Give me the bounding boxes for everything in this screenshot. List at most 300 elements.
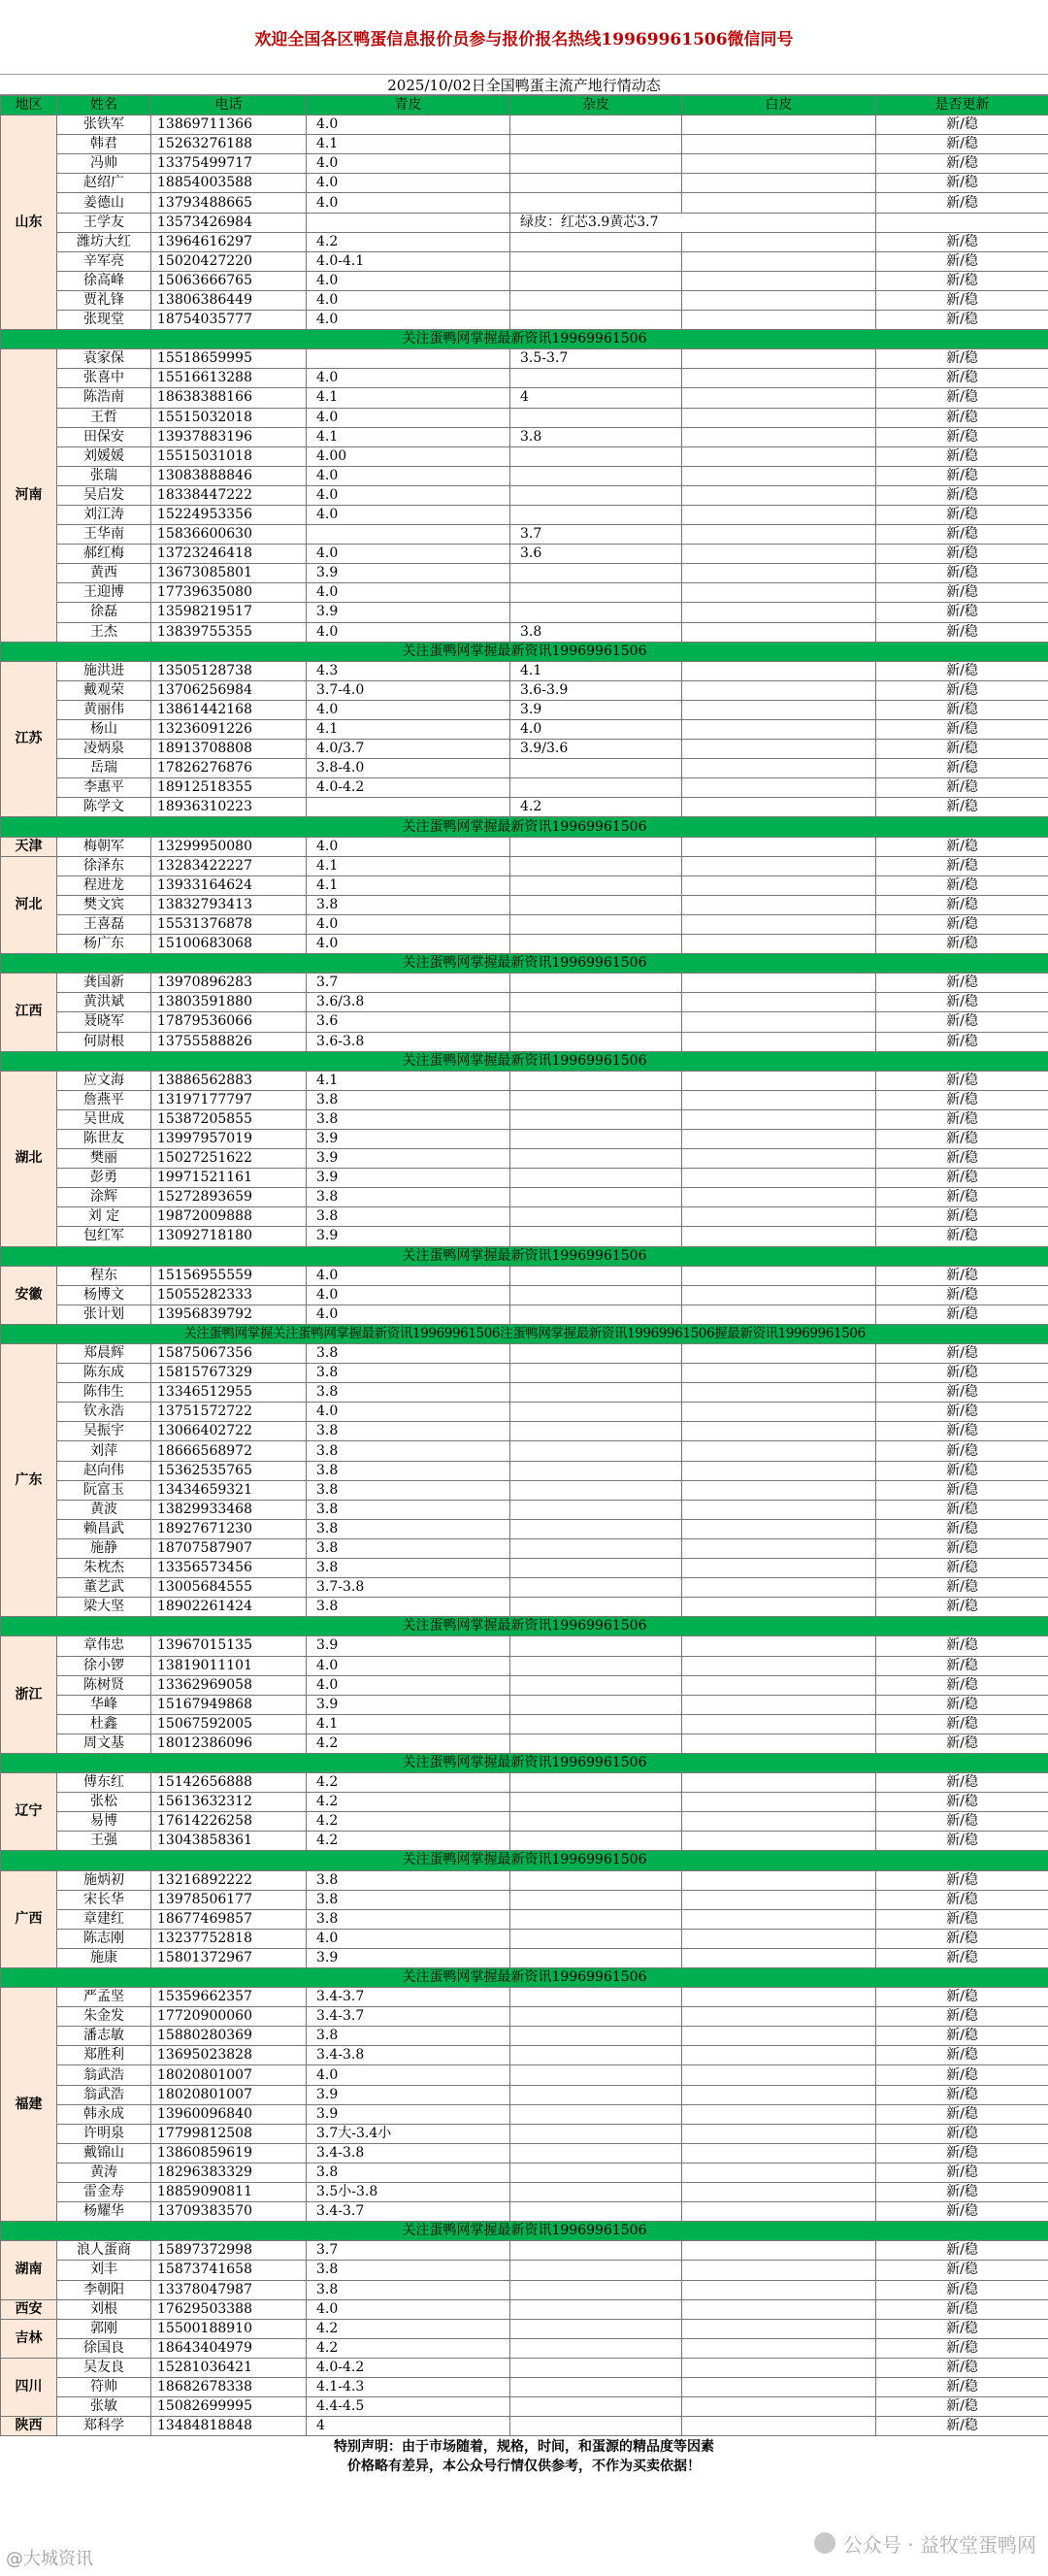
mixed-price xyxy=(510,1734,682,1753)
contact-name: 王杰 xyxy=(57,622,151,642)
green-price: 4.0 xyxy=(307,116,510,135)
contact-name: 李朝阳 xyxy=(57,2280,151,2299)
update-status: 新/稳 xyxy=(876,427,1048,446)
region-cell: 浙江 xyxy=(1,1636,57,1754)
green-price: 3.9 xyxy=(307,1129,510,1148)
white-price xyxy=(682,1773,876,1793)
white-price xyxy=(682,427,876,446)
phone-cell: 18859090811 xyxy=(151,2183,307,2202)
green-price: 4.0 xyxy=(307,837,510,856)
mixed-price xyxy=(510,935,682,954)
region-cell: 广西 xyxy=(1,1870,57,1967)
contact-name: 吴启发 xyxy=(57,485,151,505)
col-white-shell: 白皮 xyxy=(682,96,876,116)
table-row xyxy=(1,798,1048,817)
banner xyxy=(0,0,1048,75)
phone-cell: 13956839792 xyxy=(151,1305,307,1324)
phone-cell: 13723246418 xyxy=(151,545,307,564)
white-price xyxy=(682,1441,876,1461)
green-price: 4.2 xyxy=(307,1812,510,1832)
table-row xyxy=(1,1929,1048,1948)
green-price: 4.2 xyxy=(307,1793,510,1812)
green-price: 4.0 xyxy=(307,1266,510,1285)
green-price: 4.0/3.7 xyxy=(307,740,510,759)
separator-row xyxy=(1,1246,1048,1266)
update-status: 新/稳 xyxy=(876,2241,1048,2261)
separator-text: 关注蛋鸭网掌握最新资讯19969961506 xyxy=(1,1246,1048,1266)
mixed-price xyxy=(510,2183,682,2202)
table-row xyxy=(1,1403,1048,1422)
white-price xyxy=(682,2280,876,2299)
mixed-price xyxy=(510,914,682,934)
phone-cell: 13755588826 xyxy=(151,1032,307,1051)
green-price: 3.4-3.8 xyxy=(307,2143,510,2163)
table-row xyxy=(1,1461,1048,1480)
region-cell: 吉林 xyxy=(1,2319,57,2358)
update-status: 新/稳 xyxy=(876,1422,1048,1441)
phone-cell: 18936310223 xyxy=(151,798,307,817)
update-status: 新/稳 xyxy=(876,1012,1048,1032)
update-status: 新/稳 xyxy=(876,622,1048,642)
contact-name: 赵向伟 xyxy=(57,1461,151,1480)
table-row xyxy=(1,2261,1048,2280)
phone-cell: 18666568972 xyxy=(151,1441,307,1461)
white-price xyxy=(682,2183,876,2202)
phone-cell: 15897372998 xyxy=(151,2241,307,2261)
update-status: 新/稳 xyxy=(876,1773,1048,1793)
contact-name: 徐高峰 xyxy=(57,271,151,290)
phone-cell: 15500188910 xyxy=(151,2319,307,2338)
white-price xyxy=(682,290,876,310)
white-price xyxy=(682,993,876,1012)
update-status: 新/稳 xyxy=(876,2104,1048,2124)
region-cell: 江西 xyxy=(1,974,57,1051)
phone-cell: 15801372967 xyxy=(151,1948,307,1967)
contact-name: 陈东成 xyxy=(57,1364,151,1383)
mixed-price xyxy=(510,1071,682,1090)
green-price: 3.8-4.0 xyxy=(307,759,510,778)
white-price xyxy=(682,1598,876,1617)
table-row xyxy=(1,603,1048,622)
white-price xyxy=(682,193,876,213)
contact-name: 程东 xyxy=(57,1266,151,1285)
phone-cell: 13299950080 xyxy=(151,837,307,856)
mixed-price xyxy=(510,1344,682,1364)
table-row xyxy=(1,875,1048,895)
green-price: 3.6-3.8 xyxy=(307,1032,510,1051)
white-price xyxy=(682,1812,876,1832)
phone-cell: 17614226258 xyxy=(151,1812,307,1832)
green-price: 4.0-4.2 xyxy=(307,2358,510,2377)
update-status: 新/稳 xyxy=(876,1071,1048,1090)
mixed-price xyxy=(510,1207,682,1227)
green-price: 4.0 xyxy=(307,583,510,603)
green-price: 3.9 xyxy=(307,603,510,622)
contact-name: 杜鑫 xyxy=(57,1714,151,1734)
green-price: 4 xyxy=(307,2417,510,2436)
white-price xyxy=(682,837,876,856)
green-price: 3.8 xyxy=(307,1109,510,1129)
mixed-price xyxy=(510,193,682,213)
green-price: 4.0 xyxy=(307,1403,510,1422)
phone-cell: 15167949868 xyxy=(151,1695,307,1714)
table-row xyxy=(1,914,1048,934)
update-status: 新/稳 xyxy=(876,349,1048,369)
update-status: 新/稳 xyxy=(876,525,1048,545)
green-price: 3.8 xyxy=(307,1519,510,1538)
mixed-price xyxy=(510,1890,682,1909)
update-status: 新/稳 xyxy=(876,2163,1048,2182)
mixed-price xyxy=(510,2358,682,2377)
table-row xyxy=(1,485,1048,505)
table-row xyxy=(1,427,1048,446)
white-price xyxy=(682,1656,876,1675)
white-price xyxy=(682,914,876,934)
contact-name: 杨广东 xyxy=(57,935,151,954)
white-price xyxy=(682,1109,876,1129)
white-price xyxy=(682,1988,876,2007)
green-price: 3.9 xyxy=(307,1227,510,1246)
contact-name: 袁家保 xyxy=(57,349,151,369)
green-price: 3.8 xyxy=(307,1538,510,1558)
green-price: 3.8 xyxy=(307,1559,510,1578)
white-price xyxy=(682,1207,876,1227)
green-price: 3.8 xyxy=(307,1383,510,1403)
phone-cell: 13598219517 xyxy=(151,603,307,622)
green-price: 4.0 xyxy=(307,935,510,954)
white-price xyxy=(682,1695,876,1714)
update-status: 新/稳 xyxy=(876,2358,1048,2377)
contact-name: 张松 xyxy=(57,1793,151,1812)
wechat-icon xyxy=(814,2532,835,2554)
mixed-price xyxy=(510,564,682,583)
table-row xyxy=(1,1285,1048,1305)
green-price xyxy=(307,525,510,545)
mixed-price xyxy=(510,1012,682,1032)
mixed-price xyxy=(510,1870,682,1890)
separator-text: 关注蛋鸭网掌握最新资讯19969961506 xyxy=(1,642,1048,661)
contact-name: 凌炳泉 xyxy=(57,740,151,759)
mixed-price xyxy=(510,1538,682,1558)
table-row xyxy=(1,174,1048,193)
contact-name: 杨博文 xyxy=(57,1285,151,1305)
table-row xyxy=(1,700,1048,719)
update-status: 新/稳 xyxy=(876,700,1048,719)
table-row xyxy=(1,1714,1048,1734)
mixed-price xyxy=(510,1461,682,1480)
update-status: 新/稳 xyxy=(876,466,1048,485)
region-cell: 西安 xyxy=(1,2299,57,2319)
price-table xyxy=(0,95,1048,2475)
update-status: 新/稳 xyxy=(876,1793,1048,1812)
update-status: 新/稳 xyxy=(876,116,1048,135)
mixed-price xyxy=(510,2280,682,2299)
mixed-price xyxy=(510,875,682,895)
footer-disclaimer: 特别声明：由于市场随着，规格，时间，和蛋源的精品度等因素 xyxy=(334,2439,714,2456)
update-status: 新/稳 xyxy=(876,1207,1048,1227)
phone-cell: 18682678338 xyxy=(151,2377,307,2396)
contact-name: 刘根 xyxy=(57,2299,151,2319)
mixed-price xyxy=(510,2007,682,2027)
phone-cell: 13751572722 xyxy=(151,1403,307,1422)
mixed-price xyxy=(510,1266,682,1285)
contact-name: 陈伟生 xyxy=(57,1383,151,1403)
table-row xyxy=(1,154,1048,174)
mixed-price: 3.8 xyxy=(510,427,682,446)
white-price xyxy=(682,1929,876,1948)
mixed-price xyxy=(510,2027,682,2046)
update-status: 新/稳 xyxy=(876,1519,1048,1538)
update-status: 新/稳 xyxy=(876,759,1048,778)
mixed-price: 4 xyxy=(510,388,682,408)
table-row xyxy=(1,837,1048,856)
update-status: 新/稳 xyxy=(876,1305,1048,1324)
phone-cell: 15815767329 xyxy=(151,1364,307,1383)
col-mixed-shell: 杂皮 xyxy=(510,96,682,116)
white-price xyxy=(682,1129,876,1148)
contact-name: 冯帅 xyxy=(57,154,151,174)
update-status: 新/稳 xyxy=(876,1538,1048,1558)
green-price: 4.0 xyxy=(307,545,510,564)
contact-name: 阮富玉 xyxy=(57,1480,151,1500)
update-status: 新/稳 xyxy=(876,1090,1048,1109)
white-price xyxy=(682,1909,876,1929)
region-cell: 天津 xyxy=(1,837,57,856)
table-row xyxy=(1,290,1048,310)
update-status: 新/稳 xyxy=(876,1812,1048,1832)
phone-cell: 13832793413 xyxy=(151,895,307,914)
white-price xyxy=(682,2338,876,2358)
phone-cell: 18912518355 xyxy=(151,778,307,798)
table-row xyxy=(1,2202,1048,2222)
phone-cell: 15531376878 xyxy=(151,914,307,934)
contact-name: 王喜磊 xyxy=(57,914,151,934)
white-price xyxy=(682,759,876,778)
phone-cell: 18012386096 xyxy=(151,1734,307,1753)
region-cell: 广东 xyxy=(1,1344,57,1617)
col-phone: 电话 xyxy=(151,96,307,116)
green-price: 4.0 xyxy=(307,1305,510,1324)
mixed-price xyxy=(510,466,682,485)
region-cell: 河北 xyxy=(1,856,57,953)
mixed-price xyxy=(510,1948,682,1967)
separator-text: 关注蛋鸭网掌握最新资讯19969961506 xyxy=(1,2222,1048,2241)
green-price: 4.0 xyxy=(307,2065,510,2085)
phone-cell: 13005684555 xyxy=(151,1578,307,1598)
phone-cell: 18854003588 xyxy=(151,174,307,193)
table-row xyxy=(1,778,1048,798)
contact-name: 戴锦山 xyxy=(57,2143,151,2163)
contact-name: 潍坊大红 xyxy=(57,232,151,251)
mixed-price xyxy=(510,2299,682,2319)
white-price xyxy=(682,388,876,408)
mixed-price xyxy=(510,1032,682,1051)
table-row xyxy=(1,1909,1048,1929)
update-status: 新/稳 xyxy=(876,1032,1048,1051)
phone-cell: 18707587907 xyxy=(151,1538,307,1558)
phone-cell: 13237752818 xyxy=(151,1929,307,1948)
phone-cell: 13346512955 xyxy=(151,1383,307,1403)
phone-cell: 15359662357 xyxy=(151,1988,307,2007)
separator-text: 关注蛋鸭网掌握最新资讯19969961506 xyxy=(1,1851,1048,1870)
mixed-price xyxy=(510,251,682,271)
update-status: 新/稳 xyxy=(876,2338,1048,2358)
contact-name: 张计划 xyxy=(57,1305,151,1324)
white-price xyxy=(682,1538,876,1558)
region-cell: 安徽 xyxy=(1,1266,57,1324)
update-status: 新/稳 xyxy=(876,720,1048,740)
contact-name: 田保安 xyxy=(57,427,151,446)
table-row xyxy=(1,232,1048,251)
update-status: 新/稳 xyxy=(876,2065,1048,2085)
table-row xyxy=(1,1227,1048,1246)
mixed-price: 3.5-3.7 xyxy=(510,349,682,369)
table-header xyxy=(1,96,1048,116)
table-row xyxy=(1,408,1048,427)
phone-cell: 15224953356 xyxy=(151,505,307,524)
white-price xyxy=(682,2065,876,2085)
contact-name: 钦永浩 xyxy=(57,1403,151,1422)
update-status: 新/稳 xyxy=(876,1598,1048,1617)
table-row xyxy=(1,1538,1048,1558)
contact-name: 陈树贤 xyxy=(57,1675,151,1695)
contact-name: 岳瑞 xyxy=(57,759,151,778)
update-status: 新/稳 xyxy=(876,974,1048,993)
mixed-price xyxy=(510,1383,682,1403)
separator-text: 关注蛋鸭网掌握最新资讯19969961506 xyxy=(1,1051,1048,1071)
update-status: 新/稳 xyxy=(876,1656,1048,1675)
update-status: 新/稳 xyxy=(876,740,1048,759)
white-price xyxy=(682,680,876,700)
separator-row xyxy=(1,1753,1048,1772)
update-status: 新/稳 xyxy=(876,408,1048,427)
contact-name: 戴观荣 xyxy=(57,680,151,700)
green-price: 3.8 xyxy=(307,1870,510,1890)
green-price: 4.2 xyxy=(307,1773,510,1793)
mixed-price xyxy=(510,895,682,914)
update-status: 新/稳 xyxy=(876,914,1048,934)
phone-cell: 15518659995 xyxy=(151,349,307,369)
update-status: 新/稳 xyxy=(876,2319,1048,2338)
white-price xyxy=(682,1793,876,1812)
mixed-price xyxy=(510,1793,682,1812)
update-status: 新/稳 xyxy=(876,1188,1048,1207)
contact-name: 涂辉 xyxy=(57,1188,151,1207)
update-status: 新/稳 xyxy=(876,2085,1048,2104)
table-row xyxy=(1,2397,1048,2417)
contact-name: 许明泉 xyxy=(57,2124,151,2143)
mixed-price xyxy=(510,2417,682,2436)
update-status: 新/稳 xyxy=(876,446,1048,466)
mixed-price: 4.0 xyxy=(510,720,682,740)
update-status: 新/稳 xyxy=(876,2143,1048,2163)
contact-name: 浪人蛋商 xyxy=(57,2241,151,2261)
white-price xyxy=(682,1149,876,1169)
white-price xyxy=(682,856,876,875)
white-price xyxy=(682,232,876,251)
update-status: 新/稳 xyxy=(876,1285,1048,1305)
table-row xyxy=(1,2183,1048,2202)
white-price xyxy=(682,740,876,759)
update-status: 新/稳 xyxy=(876,311,1048,330)
green-price: 4.0 xyxy=(307,408,510,427)
phone-cell: 15516613288 xyxy=(151,369,307,388)
table-row xyxy=(1,1656,1048,1675)
phone-cell: 13362969058 xyxy=(151,1675,307,1695)
update-status: 新/稳 xyxy=(876,2261,1048,2280)
phone-cell: 13861442168 xyxy=(151,700,307,719)
region-cell: 福建 xyxy=(1,1988,57,2222)
phone-cell: 15082699995 xyxy=(151,2397,307,2417)
table-row xyxy=(1,2338,1048,2358)
white-price xyxy=(682,2417,876,2436)
phone-cell: 15063666765 xyxy=(151,271,307,290)
table-row xyxy=(1,1734,1048,1753)
mixed-price xyxy=(510,1714,682,1734)
col-green-shell: 青皮 xyxy=(307,96,510,116)
green-price: 4.1 xyxy=(307,1071,510,1090)
mixed-price xyxy=(510,2319,682,2338)
mixed-price xyxy=(510,1500,682,1519)
phone-cell: 18927671230 xyxy=(151,1519,307,1538)
green-price xyxy=(307,213,510,232)
white-price xyxy=(682,2143,876,2163)
mixed-price xyxy=(510,1812,682,1832)
contact-name: 傅东红 xyxy=(57,1773,151,1793)
phone-cell: 18902261424 xyxy=(151,1598,307,1617)
phone-cell: 15836600630 xyxy=(151,525,307,545)
region-cell: 山东 xyxy=(1,116,57,330)
phone-cell: 17826276876 xyxy=(151,759,307,778)
update-status: 新/稳 xyxy=(876,583,1048,603)
update-status: 新/稳 xyxy=(876,1403,1048,1422)
white-price xyxy=(682,311,876,330)
contact-name: 赖昌武 xyxy=(57,1519,151,1538)
white-price xyxy=(682,369,876,388)
green-price: 3.5小-3.8 xyxy=(307,2183,510,2202)
phone-cell: 13283422227 xyxy=(151,856,307,875)
phone-cell: 13967015135 xyxy=(151,1636,307,1656)
green-price: 3.8 xyxy=(307,1500,510,1519)
white-price xyxy=(682,2104,876,2124)
green-price: 3.8 xyxy=(307,1090,510,1109)
phone-cell: 13083888846 xyxy=(151,466,307,485)
mixed-price xyxy=(510,2261,682,2280)
green-price: 3.8 xyxy=(307,2027,510,2046)
table-row xyxy=(1,1344,1048,1364)
table-row xyxy=(1,974,1048,993)
update-status: 新/稳 xyxy=(876,895,1048,914)
contact-name: 刘江涛 xyxy=(57,505,151,524)
table-row xyxy=(1,213,1048,232)
table-row xyxy=(1,116,1048,135)
separator-row xyxy=(1,1051,1048,1071)
white-price xyxy=(682,2319,876,2338)
phone-cell: 17799812508 xyxy=(151,2124,307,2143)
contact-name: 刘萍 xyxy=(57,1441,151,1461)
table-row xyxy=(1,935,1048,954)
update-status: 新/稳 xyxy=(876,1227,1048,1246)
phone-cell: 13573426984 xyxy=(151,213,307,232)
phone-cell: 13378047987 xyxy=(151,2280,307,2299)
update-status: 新/稳 xyxy=(876,1480,1048,1500)
update-status: 新/稳 xyxy=(876,1344,1048,1364)
contact-name: 黄西 xyxy=(57,564,151,583)
phone-cell: 18338447222 xyxy=(151,485,307,505)
update-status: 新/稳 xyxy=(876,2417,1048,2436)
green-price: 4.0 xyxy=(307,622,510,642)
col-region: 地区 xyxy=(1,96,57,116)
